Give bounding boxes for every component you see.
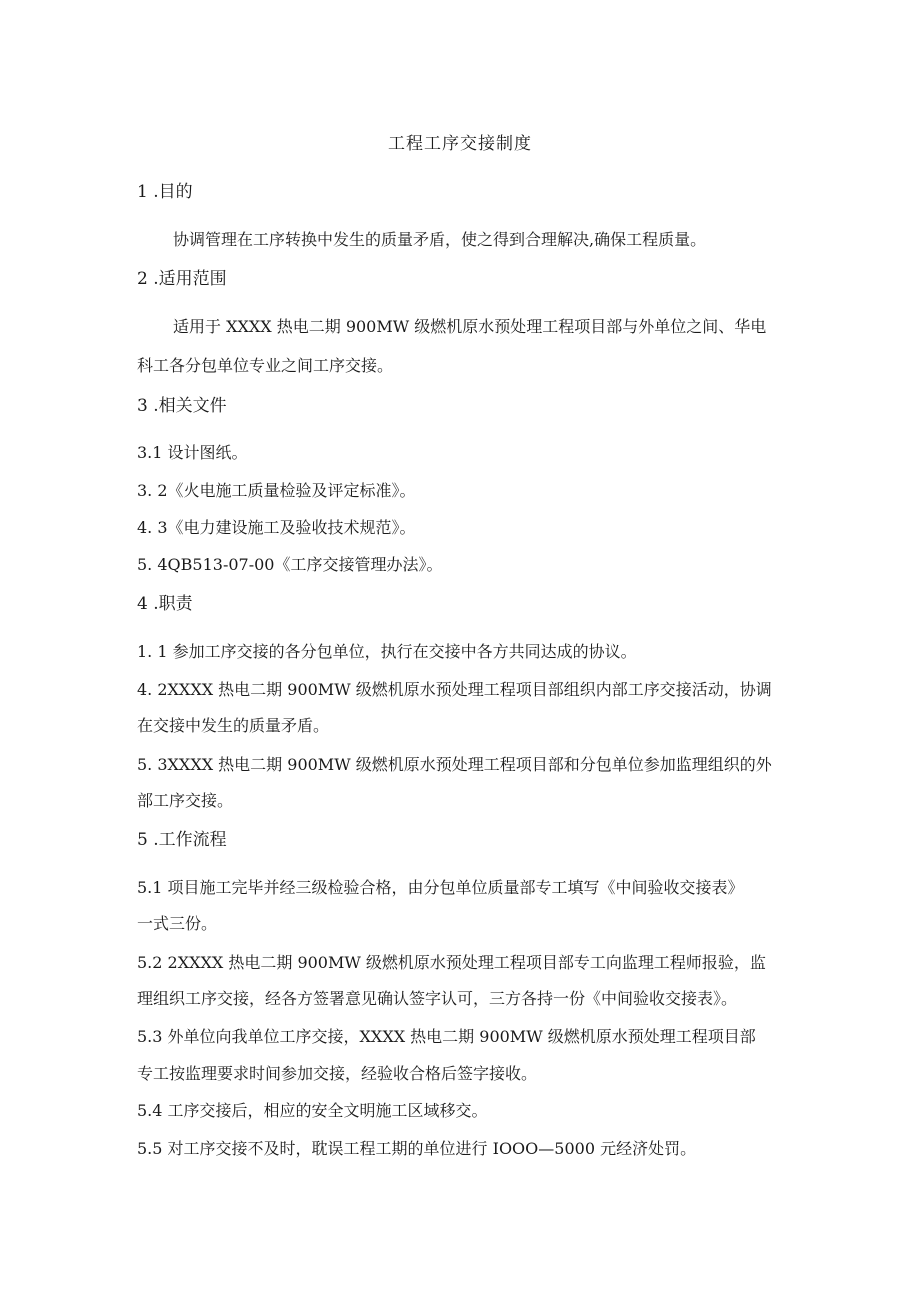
workflow-item-continued: 一式三份。 xyxy=(137,914,218,933)
workflow-item-continued: 理组织工序交接，经各方签署意见确认签字认可，三方各持一份《中间验收交接表》。 xyxy=(137,989,738,1008)
purpose-text: 协调管理在工序转换中发生的质量矛盾，使之得到合理解决,确保工程质量。 xyxy=(173,230,707,249)
related-document-item: 3.1 设计图纸。 xyxy=(137,443,248,462)
workflow-item: 5.1 项目施工完毕并经三级检验合格，由分包单位质量部专工填写《中间验收交接表》 xyxy=(137,878,744,897)
workflow-item: 5.4 工序交接后，相应的安全文明施工区域移交。 xyxy=(137,1101,488,1120)
responsibility-item: 5. 3XXXX 热电二期 900MW 级燃机原水预处理工程项目部和分包单位参加监理组织的外 xyxy=(137,755,772,774)
related-document-item: 5. 4QB513-07-00《工序交接管理办法》。 xyxy=(137,555,443,574)
related-document-item: 4. 3《电力建设施工及验收技术规范》。 xyxy=(137,518,416,537)
workflow-item: 5.3 外单位向我单位工序交接，XXXX 热电二期 900MW 级燃机原水预处理工程项目部 xyxy=(137,1027,756,1046)
scope-text-line-1: 适用于 XXXX 热电二期 900MW 级燃机原水预处理工程项目部与外单位之间、华电 xyxy=(173,317,767,336)
related-document-item: 3. 2《火电施工质量检验及评定标准》。 xyxy=(137,481,416,500)
section-heading-related-documents: 3 .相关文件 xyxy=(137,396,227,416)
workflow-item: 5.5 对工序交接不及时，耽误工程工期的单位进行 IOOO—5000 元经济处罚。 xyxy=(137,1139,697,1158)
responsibility-item: 1. 1 参加工序交接的各分包单位，执行在交接中各方共同达成的协议。 xyxy=(137,642,637,661)
workflow-item-continued: 专工按监理要求时间参加交接，经验收合格后签字接收。 xyxy=(137,1064,538,1083)
responsibility-item: 4. 2XXXX 热电二期 900MW 级燃机原水预处理工程项目部组织内部工序交接活动，协调 xyxy=(137,680,772,699)
section-heading-workflow: 5 .工作流程 xyxy=(137,830,227,850)
section-heading-purpose: 1 .目的 xyxy=(137,182,193,202)
responsibility-item-continued: 部工序交接。 xyxy=(137,791,234,810)
document-title: 工程工序交接制度 xyxy=(388,134,532,154)
workflow-item: 5.2 2XXXX 热电二期 900MW 级燃机原水预处理工程项目部专工向监理工程师报验，监 xyxy=(137,953,766,972)
responsibility-item-continued: 在交接中发生的质量矛盾。 xyxy=(137,716,330,735)
section-heading-responsibilities: 4 .职责 xyxy=(137,594,193,614)
section-heading-scope: 2 .适用范围 xyxy=(137,269,227,289)
scope-text-line-2: 科工各分包单位专业之间工序交接。 xyxy=(137,356,394,375)
